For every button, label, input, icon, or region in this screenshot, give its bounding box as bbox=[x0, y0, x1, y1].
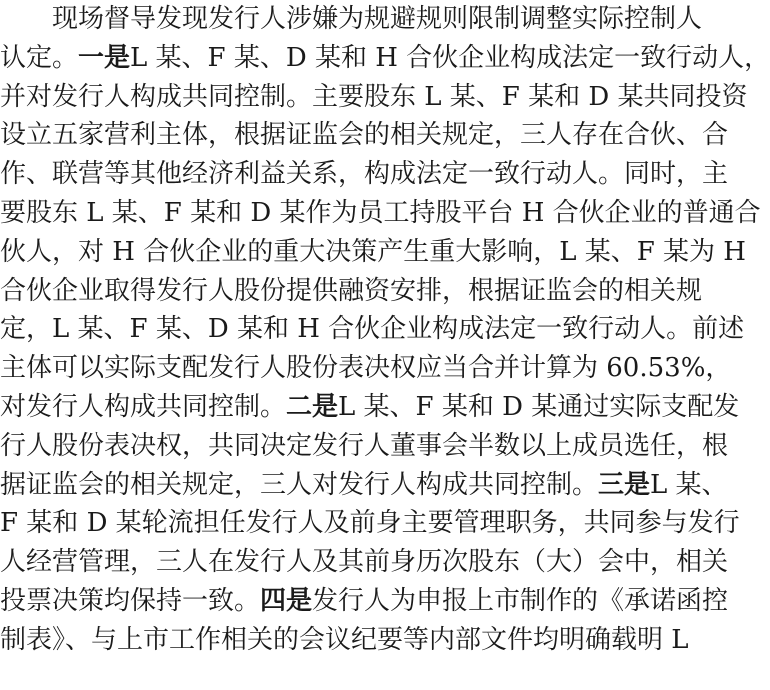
text-line bbox=[0, 78, 748, 116]
text-line bbox=[0, 427, 729, 465]
text-segment: 合伙企业取得发行人股份提供融资安排，根据证监会的相关规 bbox=[0, 275, 703, 306]
emphasis-label: 四是 bbox=[260, 586, 313, 616]
text-line bbox=[0, 582, 729, 620]
text-segment: 主体可以实际支配发行人股份表决权应当合并计算为 60.53%， bbox=[0, 353, 732, 384]
text-line bbox=[0, 621, 689, 659]
text-segment: 定，L 某、F 某、D 某和 H 合伙企业构成法定一致行动人。前述 bbox=[0, 314, 745, 345]
text-line bbox=[0, 272, 703, 310]
emphasis-label: 二是 bbox=[286, 392, 339, 422]
text-segment: 作、联营等其他经济利益关系，构成法定一致行动人。同时，主 bbox=[0, 159, 729, 190]
text-segment: 发行人为申报上市制作的《承诺函控 bbox=[312, 586, 729, 616]
text-segment: L 某、F 某和 D 某通过实际支配发 bbox=[338, 392, 740, 422]
text-segment: 现场督导发现发行人涉嫌为规避规则限制调整实际控制人 bbox=[52, 4, 703, 34]
text-segment: 设立五家营利主体，根据证监会的相关规定，三人存在合伙、合 bbox=[0, 120, 729, 151]
text-segment: 据证监会的相关规定，三人对发行人构成共同控制。 bbox=[0, 469, 599, 500]
text-segment: L 某、F 某、D 某和 H 合伙企业构成法定一致行动人， bbox=[130, 42, 770, 73]
text-line bbox=[0, 388, 740, 426]
text-segment: 人经营管理，三人在发行人及其前身历次股东（大）会中，相关 bbox=[0, 547, 729, 578]
text-line bbox=[0, 349, 732, 387]
text-segment: 制表》、与上市工作相关的会议纪要等内部文件均明确载明 L bbox=[0, 624, 689, 655]
text-segment: 对发行人构成共同控制。 bbox=[0, 392, 287, 422]
emphasis-label: 一是 bbox=[78, 42, 131, 73]
text-line bbox=[0, 466, 728, 504]
text-line bbox=[0, 194, 761, 232]
text-line bbox=[0, 310, 745, 348]
text-line bbox=[0, 543, 729, 581]
text-segment: 认定。 bbox=[0, 42, 79, 73]
text-line bbox=[0, 233, 746, 271]
text-segment: L 某、 bbox=[650, 469, 728, 500]
text-line bbox=[0, 504, 740, 542]
text-line bbox=[0, 155, 729, 193]
text-segment: 要股东 L 某、F 某和 D 某作为员工持股平台 H 合伙企业的普通合 bbox=[0, 198, 761, 228]
text-segment: 并对发行人构成共同控制。主要股东 L 某、F 某和 D 某共同投资 bbox=[0, 81, 748, 112]
text-line bbox=[52, 0, 703, 38]
text-line bbox=[0, 116, 729, 154]
text-line bbox=[0, 39, 770, 77]
text-segment: 行人股份表决权，共同决定发行人董事会半数以上成员选任，根 bbox=[0, 430, 729, 461]
text-segment: F 某和 D 某轮流担任发行人及前身主要管理职务，共同参与发行 bbox=[0, 508, 740, 539]
emphasis-label: 三是 bbox=[598, 469, 651, 500]
text-segment: 投票决策均保持一致。 bbox=[0, 586, 261, 616]
text-segment: 伙人，对 H 合伙企业的重大决策产生重大影响，L 某、F 某为 H bbox=[0, 236, 746, 267]
